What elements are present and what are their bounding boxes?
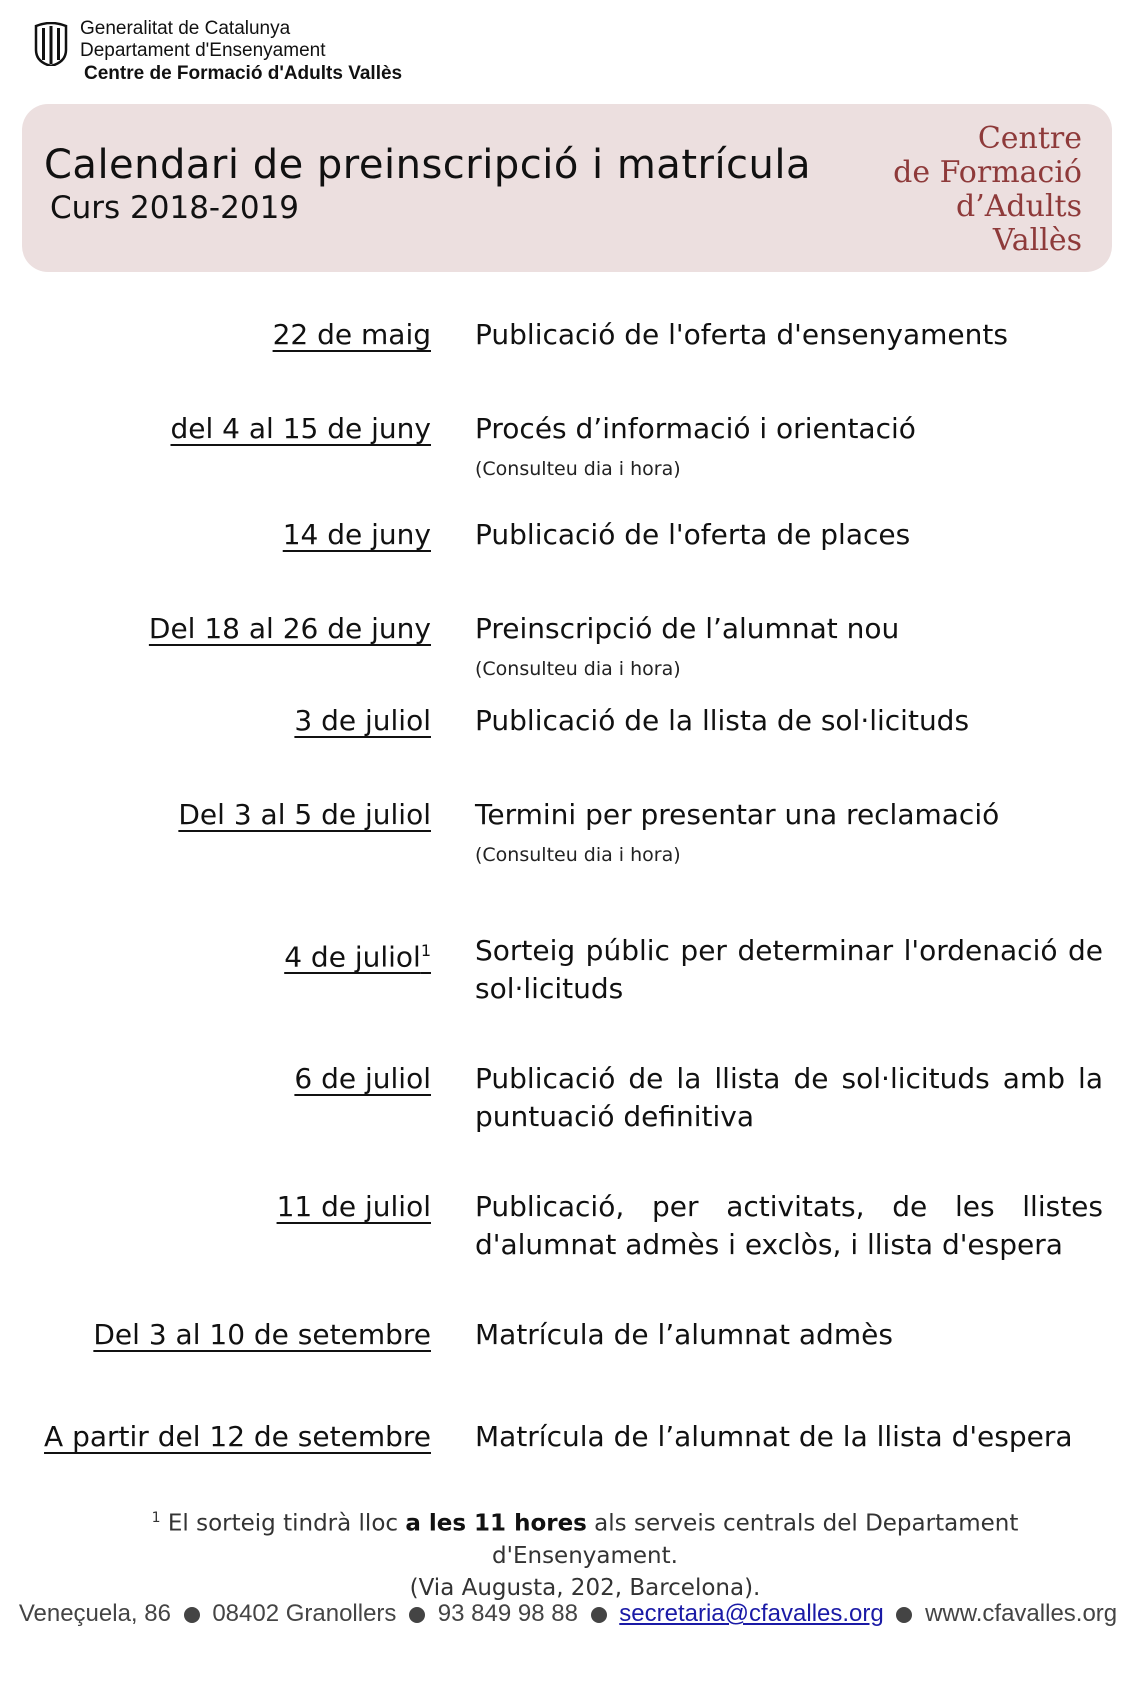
calendar-description: Procés d’informació i orientació: [475, 412, 916, 445]
logo-line: Centre: [977, 121, 1082, 156]
calendar-description: Publicació, per activitats, de les llistes d'alumnat admès i exclòs, i llista d'espera: [475, 1190, 1103, 1261]
centre-logo: [893, 122, 1082, 258]
calendar-description: Publicació de l'oferta d'ensenyaments: [475, 318, 1008, 351]
page-subtitle: Curs 2018-2019: [50, 190, 300, 226]
contact-postcode-city: 08402 Granollers: [212, 1600, 397, 1627]
calendar-date: 3 de juliol: [294, 704, 431, 737]
calendar-date: A partir del 12 de setembre: [44, 1420, 431, 1453]
footnote-marker: 1: [151, 1510, 161, 1526]
calendar-date: 22 de maig: [272, 318, 431, 351]
logo-line: de Formació: [893, 155, 1082, 190]
calendar-description: Sorteig públic per determinar l'ordenació de sol·licituds: [475, 934, 1103, 1005]
contact-phone: 93 849 98 88: [437, 1600, 578, 1627]
header-line-centre: Centre de Formació d'Adults Vallès: [84, 63, 403, 84]
calendar-date: [284, 932, 431, 976]
calendar-date: 6 de juliol: [294, 1062, 431, 1095]
footnote: [60, 1502, 1110, 1604]
calendar-description: Publicació de l'oferta de places: [475, 518, 911, 551]
bullet-icon: [184, 1607, 200, 1623]
calendar-description: Matrícula de l’alumnat de la llista d'espera: [475, 1420, 1073, 1453]
contact-email-link[interactable]: secretaria@cfavalles.org: [619, 1600, 884, 1627]
logo-line: d’Adults: [956, 189, 1082, 224]
contact-address: Veneçuela, 86: [18, 1600, 171, 1627]
footnote-line-2: (Via Augusta, 202, Barcelona).: [409, 1574, 761, 1601]
contact-website: www.cfavalles.org: [925, 1600, 1118, 1627]
calendar-date: Del 3 al 5 de juliol: [178, 798, 431, 831]
calendar-note: (Consulteu dia i hora): [475, 458, 681, 480]
calendar-date: del 4 al 15 de juny: [170, 412, 431, 445]
title-banner: [22, 104, 1112, 272]
footnote-text: als serveis centrals del Departament d'Ensenyament.: [492, 1510, 1019, 1569]
calendar-date: Del 3 al 10 de setembre: [93, 1318, 431, 1351]
bullet-icon: [896, 1607, 912, 1623]
footnote-marker: 1: [420, 941, 431, 960]
calendar-description: Termini per presentar una reclamació: [475, 798, 1000, 831]
generalitat-emblem-icon: [34, 22, 68, 66]
header-line-department: Departament d'Ensenyament: [80, 40, 326, 61]
calendar-description: Preinscripció de l’alumnat nou: [475, 612, 900, 645]
bullet-icon: [409, 1607, 425, 1623]
calendar-note: (Consulteu dia i hora): [475, 844, 681, 866]
calendar-note: (Consulteu dia i hora): [475, 658, 681, 680]
calendar-description: Publicació de la llista de sol·licituds: [475, 704, 970, 737]
page-title: Calendari de preinscripció i matrícula: [44, 142, 812, 188]
footnote-bold-time: a les 11 hores: [405, 1510, 587, 1537]
calendar-date: 11 de juliol: [276, 1190, 431, 1223]
footnote-line-1: [60, 1502, 1110, 1572]
logo-line: Vallès: [992, 223, 1082, 258]
calendar-description: Matrícula de l’alumnat admès: [475, 1318, 893, 1351]
header-line-generalitat: Generalitat de Catalunya: [80, 18, 291, 39]
calendar-date: Del 18 al 26 de juny: [148, 612, 431, 645]
calendar-date: 14 de juny: [282, 518, 431, 551]
bullet-icon: [591, 1607, 607, 1623]
footnote-text: El sorteig tindrà lloc: [160, 1510, 406, 1537]
contact-footer: [0, 1600, 1136, 1628]
calendar-date-text: 4 de juliol: [284, 940, 421, 974]
calendar-description: Publicació de la llista de sol·licituds amb la puntuació definitiva: [475, 1062, 1103, 1133]
